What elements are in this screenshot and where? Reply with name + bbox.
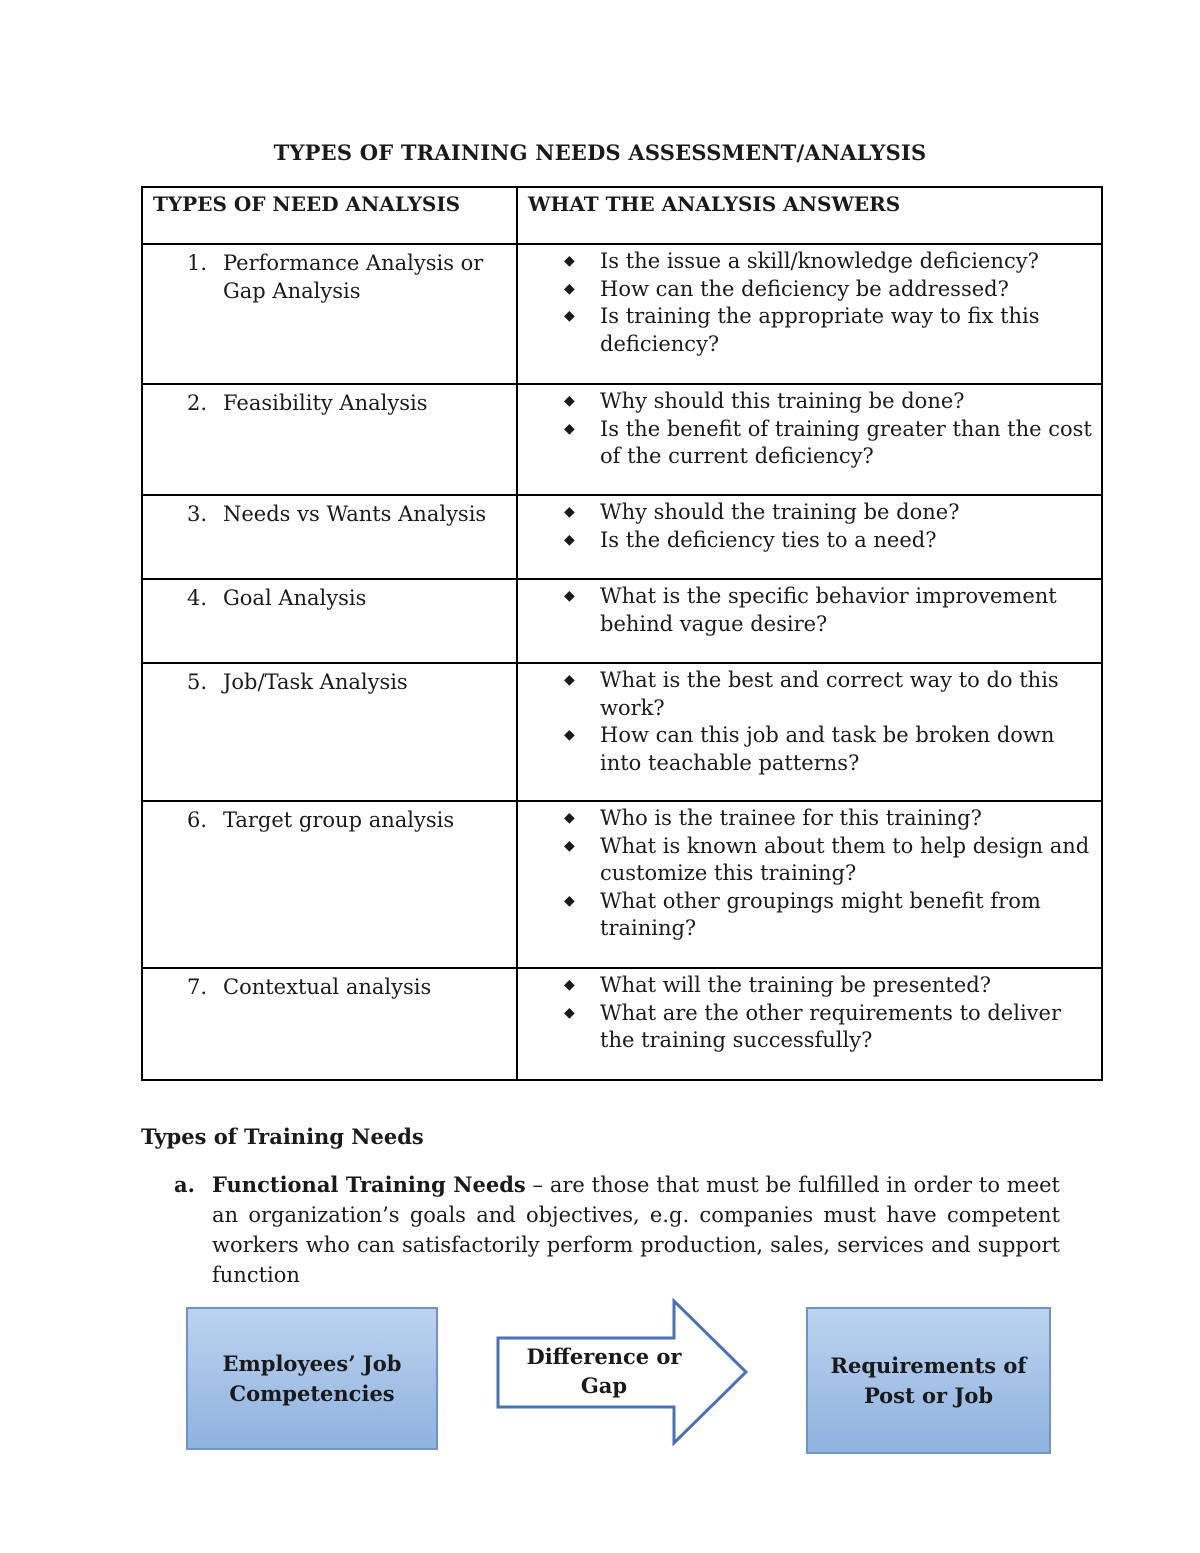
- post-requirements-box: Requirements of Post or Job: [806, 1307, 1051, 1454]
- answer-text: Is the deficiency ties to a need?: [600, 527, 937, 552]
- analysis-type-cell: [142, 495, 517, 579]
- analysis-type-label: Job/Task Analysis: [223, 670, 408, 694]
- answer-text: Who is the trainee for this training?: [600, 806, 982, 830]
- analysis-type-label: Target group analysis: [223, 808, 455, 832]
- row-number: 1.: [187, 251, 208, 275]
- diamond-bullet-icon: ◆: [564, 810, 575, 826]
- list-item: [564, 667, 1093, 722]
- answer-text: What is the specific behavior improvement behind vague desire?: [600, 584, 1057, 636]
- table-row: [142, 244, 1102, 384]
- table-row: [142, 384, 1102, 495]
- list-item: [564, 248, 1093, 276]
- list-item: [564, 416, 1093, 471]
- analysis-answers-cell: [517, 244, 1102, 384]
- table-header-row: [142, 187, 1102, 244]
- answer-text: What is known about them to help design and customize this training?: [600, 833, 1090, 885]
- job-competencies-box: Employees’ Job Competencies: [186, 1307, 438, 1450]
- item-body: [212, 1170, 1060, 1290]
- diamond-bullet-icon: ◆: [564, 308, 575, 324]
- arrow-label: Difference or Gap: [526, 1344, 682, 1398]
- diamond-bullet-icon: ◆: [564, 1004, 575, 1021]
- answers-list: [518, 245, 1101, 358]
- answers-list: [518, 664, 1101, 777]
- diamond-bullet-icon: ◆: [564, 504, 575, 520]
- list-item: [564, 303, 1093, 358]
- analysis-answers-cell: [517, 968, 1102, 1080]
- analysis-type-label: Contextual analysis: [223, 975, 432, 999]
- answers-list: [518, 580, 1101, 638]
- analysis-type-cell: [142, 244, 517, 384]
- analysis-type-label: Feasibility Analysis: [223, 391, 428, 415]
- answer-text: What is the best and correct way to do this work?: [600, 668, 1059, 720]
- row-number: 7.: [187, 975, 208, 999]
- analysis-type-cell: [142, 384, 517, 495]
- answer-text: What are the other requirements to deliver the training successfully?: [600, 1000, 1061, 1052]
- diamond-bullet-icon: ◆: [564, 727, 575, 743]
- analysis-table: [141, 186, 1103, 1081]
- analysis-answers-cell: [517, 663, 1102, 801]
- diamond-bullet-icon: ◆: [564, 393, 575, 409]
- diamond-bullet-icon: ◆: [564, 253, 575, 269]
- item-term: Functional Training Needs: [212, 1172, 526, 1197]
- answers-list: [518, 385, 1101, 471]
- analysis-type-cell: [142, 801, 517, 968]
- analysis-type-cell: [142, 663, 517, 801]
- row-number: 5.: [187, 670, 208, 694]
- row-number: 4.: [187, 586, 208, 610]
- diamond-bullet-icon: ◆: [564, 588, 575, 604]
- answer-text: Is training the appropriate way to fix this deficiency?: [600, 304, 1040, 356]
- list-item: [564, 722, 1093, 777]
- gap-arrow: [496, 1298, 750, 1446]
- table-row: [142, 495, 1102, 579]
- table-row: [142, 968, 1102, 1080]
- list-item: [564, 1000, 1093, 1055]
- analysis-answers-cell: [517, 384, 1102, 495]
- diamond-bullet-icon: ◆: [564, 892, 575, 909]
- functional-needs-item: [174, 1170, 1060, 1290]
- list-item: [564, 583, 1093, 638]
- list-item: [564, 888, 1093, 943]
- list-item: [564, 499, 1093, 527]
- list-item: [564, 972, 1093, 1000]
- list-item: [564, 805, 1093, 833]
- analysis-type-cell: [142, 579, 517, 663]
- diamond-bullet-icon: ◆: [564, 420, 575, 437]
- table-row: [142, 801, 1102, 968]
- answer-text: Why should the training be done?: [600, 500, 960, 524]
- analysis-type-label: Goal Analysis: [223, 586, 367, 610]
- answer-text: Is the issue a skill/knowledge deficiency?: [600, 249, 1039, 273]
- row-number: 3.: [187, 502, 208, 526]
- header-types: TYPES OF NEED ANALYSIS: [142, 187, 517, 244]
- diamond-bullet-icon: ◆: [564, 531, 575, 548]
- answers-list: [518, 802, 1101, 943]
- diamond-bullet-icon: ◆: [564, 280, 575, 297]
- analysis-answers-cell: [517, 801, 1102, 968]
- answer-text: What will the training be presented?: [600, 973, 991, 997]
- answer-text: Why should this training be done?: [600, 389, 965, 413]
- list-item: [564, 276, 1093, 304]
- answers-list: [518, 969, 1101, 1055]
- diamond-bullet-icon: ◆: [564, 672, 575, 688]
- analysis-type-label: Performance Analysis or Gap Analysis: [223, 251, 484, 303]
- analysis-type-cell: [142, 968, 517, 1080]
- analysis-answers-cell: [517, 495, 1102, 579]
- header-answers: WHAT THE ANALYSIS ANSWERS: [517, 187, 1102, 244]
- row-number: 6.: [187, 808, 208, 832]
- table-row: [142, 579, 1102, 663]
- diamond-bullet-icon: ◆: [564, 837, 575, 854]
- document-title: TYPES OF TRAINING NEEDS ASSESSMENT/ANALYSIS: [273, 140, 927, 165]
- analysis-answers-cell: [517, 579, 1102, 663]
- table-row: [142, 663, 1102, 801]
- answer-text: How can the deficiency be addressed?: [600, 276, 1009, 301]
- list-item: [564, 833, 1093, 888]
- answer-text: What other groupings might benefit from training?: [600, 888, 1041, 940]
- analysis-type-label: Needs vs Wants Analysis: [223, 502, 487, 526]
- list-item: [564, 527, 1093, 555]
- answer-text: Is the benefit of training greater than the cost of the current deficiency?: [600, 416, 1092, 468]
- item-text: – are those that must be fulfilled in order to meet an organization’s goals and objectives, e.g. companies must have competent workers who can satisfactorily perform production, sales, services and support function: [212, 1173, 1061, 1287]
- section-title: Types of Training Needs: [141, 1124, 424, 1149]
- row-number: 2.: [187, 391, 208, 415]
- diamond-bullet-icon: ◆: [564, 977, 575, 993]
- item-label: a.: [174, 1172, 195, 1197]
- answer-text: How can this job and task be broken down into teachable patterns?: [600, 723, 1055, 775]
- answers-list: [518, 496, 1101, 554]
- list-item: [564, 388, 1093, 416]
